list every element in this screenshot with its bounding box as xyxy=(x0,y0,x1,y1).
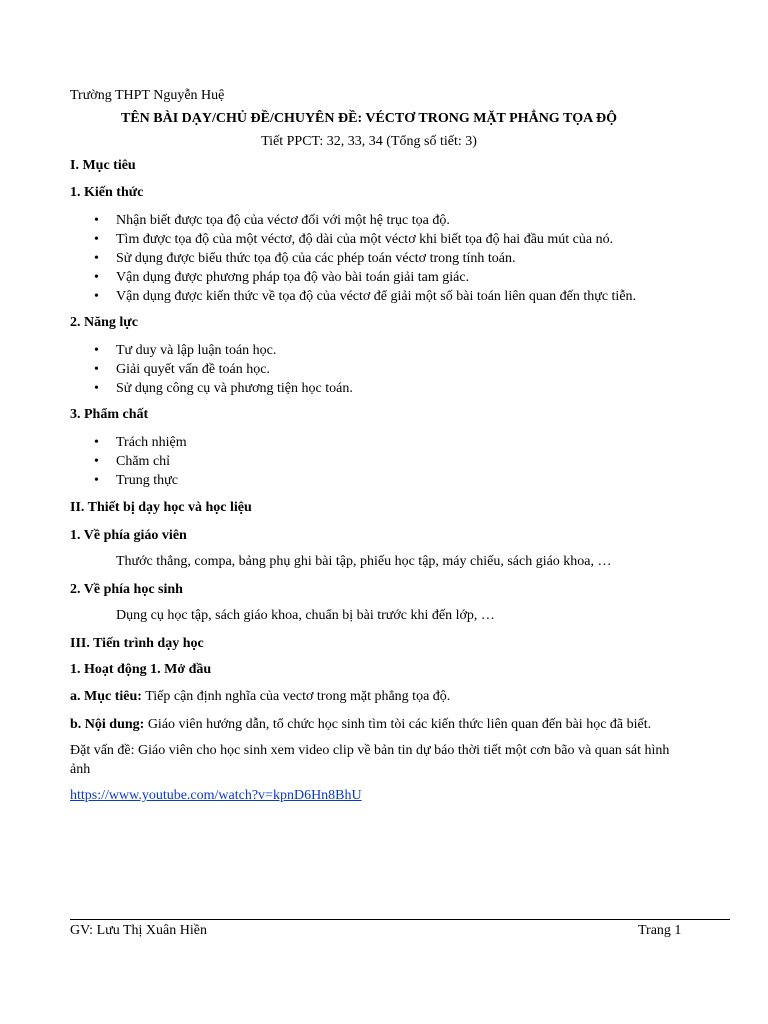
list-item: • Vận dụng được phương pháp tọa độ vào bài toán giải tam giác. xyxy=(94,269,636,288)
content-text: Giáo viên hướng dẫn, tổ chức học sinh tìm tòi các kiến thức liên quan đến bài học đã biết. xyxy=(147,717,652,732)
list-item: • Nhận biết được tọa độ của véctơ đối với một hệ trục tọa độ. xyxy=(94,212,636,231)
video-link[interactable]: https://www.youtube.com/watch?v=kpnD6Hn8BhU xyxy=(70,788,362,803)
subsection-qualities: 3. Phẩm chất xyxy=(70,407,149,422)
list-item: • Giải quyết vấn đề toán học. xyxy=(94,361,353,380)
footer-divider xyxy=(70,919,730,920)
lesson-periods: Tiết PPCT: 32, 33, 34 (Tổng số tiết: 3) xyxy=(261,134,477,149)
section-process: III. Tiến trình dạy học xyxy=(70,636,204,651)
list-item: • Vận dụng được kiến thức về tọa độ của véctơ để giải một số bài toán liên quan đến thực tiễn. xyxy=(94,288,636,307)
lesson-title: TÊN BÀI DẠY/CHỦ ĐỀ/CHUYÊN ĐỀ: VÉCTƠ TRONG MẶT PHẲNG TỌA ĐỘ xyxy=(120,111,618,126)
competence-list xyxy=(94,342,353,399)
list-item: • Chăm chỉ xyxy=(94,453,187,472)
goal-text: Tiếp cận định nghĩa của vectơ trong mặt phẳng tọa độ. xyxy=(145,689,451,704)
section-objectives: I. Mục tiêu xyxy=(70,158,136,173)
footer-teacher: GV: Lưu Thị Xuân Hiền xyxy=(70,923,207,938)
footer-page-number: Trang 1 xyxy=(638,923,682,938)
goal-label: a. Mục tiêu: xyxy=(70,689,142,704)
activity-goal xyxy=(70,688,450,706)
school-name: Trường THPT Nguyễn Huệ xyxy=(70,88,225,103)
section-equipment: II. Thiết bị dạy học và học liệu xyxy=(70,500,252,515)
subsection-teacher: 1. Về phía giáo viên xyxy=(70,528,187,543)
subsection-competence: 2. Năng lực xyxy=(70,315,138,330)
subsection-knowledge: 1. Kiến thức xyxy=(70,185,144,200)
student-materials: Dụng cụ học tập, sách giáo khoa, chuẩn bị bài trước khi đến lớp, … xyxy=(116,608,495,623)
content-label: b. Nội dung: xyxy=(70,717,145,732)
problem-statement-line2: ảnh xyxy=(70,762,91,777)
list-item: • Trung thực xyxy=(94,472,187,491)
list-item: • Tìm được tọa độ của một véctơ, độ dài của một véctơ khi biết tọa độ hai đầu mút của nó. xyxy=(94,231,636,250)
knowledge-list xyxy=(94,212,636,307)
problem-statement-line1: Đặt vấn đề: Giáo viên cho học sinh xem video clip về bản tin dự báo thời tiết một cơn bão và quan sát hình xyxy=(70,743,670,758)
subsection-student: 2. Về phía học sinh xyxy=(70,582,183,597)
list-item: • Sử dụng công cụ và phương tiện học toán. xyxy=(94,380,353,399)
activity-heading: 1. Hoạt động 1. Mở đầu xyxy=(70,662,212,677)
activity-content xyxy=(70,716,651,734)
qualities-list xyxy=(94,434,187,491)
list-item: • Tư duy và lập luận toán học. xyxy=(94,342,353,361)
list-item: • Sử dụng được biểu thức tọa độ của các phép toán véctơ trong tính toán. xyxy=(94,250,636,269)
list-item: • Trách nhiệm xyxy=(94,434,187,453)
teacher-materials: Thước thẳng, compa, bảng phụ ghi bài tập, phiếu học tập, máy chiếu, sách giáo khoa, … xyxy=(116,554,612,569)
